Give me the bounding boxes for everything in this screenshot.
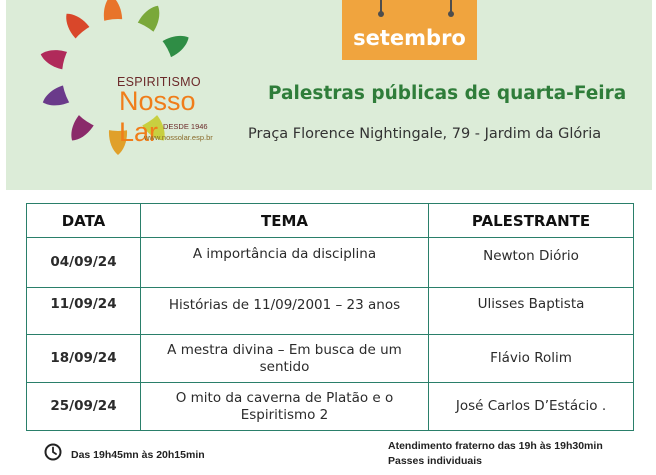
logo: [30, 0, 230, 160]
column-header-tema: TEMA: [141, 204, 429, 238]
pin-icon: [380, 0, 382, 14]
row-date: 18/09/24: [27, 335, 141, 383]
logo-since-text: DESDE 1946: [163, 122, 208, 131]
row-palestrante: Flávio Rolim: [429, 335, 634, 383]
row-palestrante: Newton Diório: [429, 238, 634, 288]
column-header-palestrante: PALESTRANTE: [429, 204, 634, 238]
row-palestrante: José Carlos D’Estácio .: [429, 383, 634, 431]
logo-url-text: www.nossolar.esp.br: [144, 133, 213, 142]
schedule-table: [26, 203, 634, 431]
page-subtitle: Palestras públicas de quarta-Feira: [268, 83, 627, 104]
row-date: 25/09/24: [27, 383, 141, 431]
row-tema: Histórias de 11/09/2001 – 23 anos: [141, 288, 429, 335]
row-date: 11/09/24: [27, 288, 141, 335]
row-tema: A mestra divina – Em busca de um sentido: [141, 335, 429, 383]
pin-icon: [450, 0, 452, 14]
table-row: [27, 238, 634, 288]
time-text: Das 19h45mn às 20h15min: [71, 449, 205, 461]
row-palestrante: Ulisses Baptista: [429, 288, 634, 335]
row-date: 04/09/24: [27, 238, 141, 288]
column-header-data: DATA: [27, 204, 141, 238]
logo-main-text: Nosso Lar: [119, 86, 196, 147]
table-row: [27, 288, 634, 335]
address-text: Praça Florence Nightingale, 79 - Jardim da Glória: [248, 126, 602, 142]
month-label: setembro: [353, 26, 466, 50]
table-row: [27, 335, 634, 383]
row-tema: O mito da caverna de Platão e o Espiritismo 2: [141, 383, 429, 431]
passes-text: Passes individuais: [388, 455, 482, 467]
table-header-row: [27, 204, 634, 238]
clock-icon: [44, 443, 62, 461]
table-row: [27, 383, 634, 431]
logo-top-text: ESPIRITISMO: [117, 75, 201, 89]
attendance-text: Atendimento fraterno das 19h às 19h30min: [388, 440, 603, 452]
month-badge: [342, 0, 477, 60]
row-tema: A importância da disciplina: [141, 238, 429, 288]
